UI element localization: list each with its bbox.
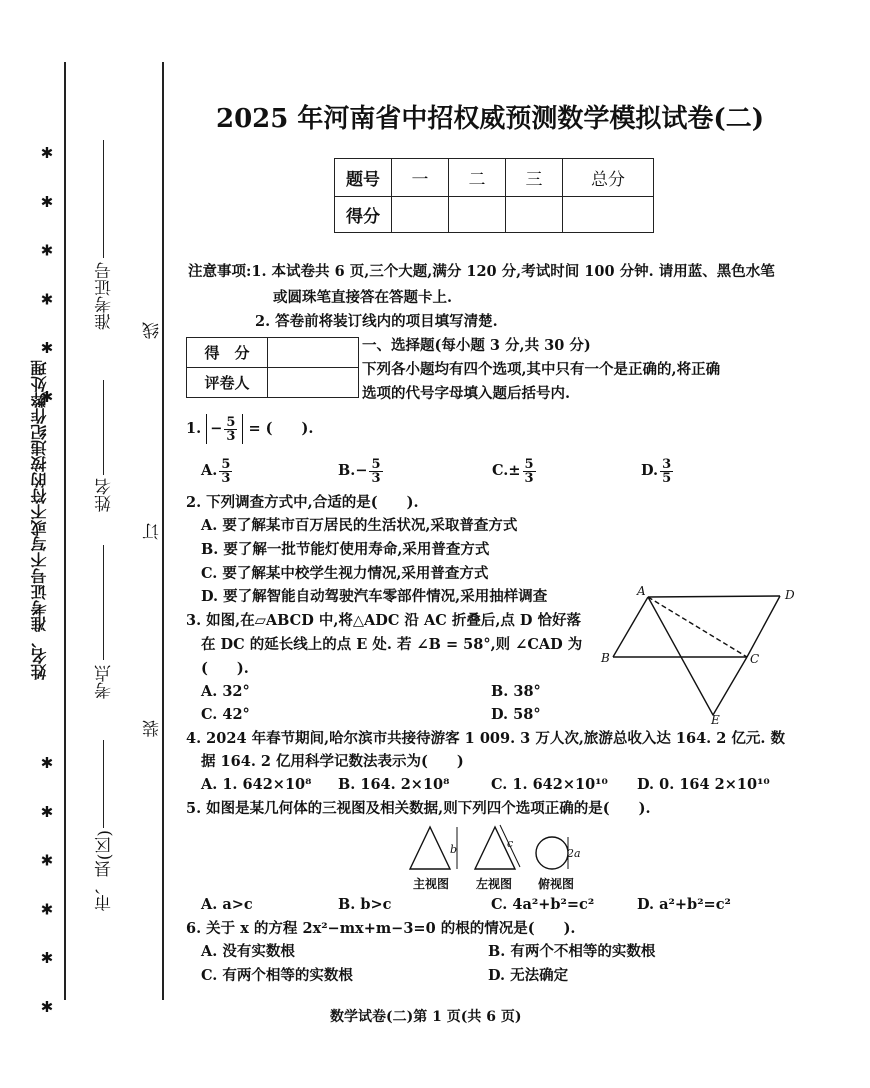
q2-option-c[interactable]: C. 要了解某中校学生视力情况,采用普查方式	[201, 565, 489, 582]
q3-option-c[interactable]: C. 42°	[201, 706, 250, 723]
score-header-cell: 题号	[335, 159, 392, 197]
notice-line-2: 或圆珠笔直接答在答题卡上.	[273, 289, 453, 306]
score-table	[334, 158, 654, 233]
fig-label-e: E	[711, 713, 720, 727]
section1-heading: 一、选择题(每小题 3 分,共 30 分)	[362, 337, 591, 354]
abs-bar: − $\frac{5}{3}$	[206, 414, 243, 444]
grader-name-cell[interactable]	[268, 368, 359, 398]
score-header-cell: 二	[449, 159, 506, 197]
margin-name-label: 姓名	[95, 478, 115, 512]
margin-site-label: 考点	[95, 665, 115, 699]
margin-line-left	[64, 62, 66, 1000]
q5-option-b[interactable]: B. b>c	[338, 896, 392, 913]
score-cell[interactable]	[563, 197, 654, 233]
score-cell[interactable]	[449, 197, 506, 233]
q1-option-c[interactable]: C.± $\frac{5}{3}$	[492, 456, 534, 486]
q4-option-b[interactable]: B. 164. 2×10⁸	[338, 776, 450, 793]
name-blank[interactable]	[103, 380, 104, 475]
q6-option-d[interactable]: D. 无法确定	[488, 967, 569, 984]
q6-option-a[interactable]: A. 没有实数根	[201, 943, 295, 960]
score-header-cell: 一	[392, 159, 449, 197]
county-blank[interactable]	[103, 740, 104, 828]
score-row-label: 得分	[335, 197, 392, 233]
page-title: 2025 年河南省中招权威预测数学模拟试卷(二)	[215, 104, 765, 134]
q4-option-a[interactable]: A. 1. 642×10⁸	[201, 776, 312, 793]
q1-option-a[interactable]: A. $\frac{5}{3}$	[201, 456, 231, 486]
notice-line-3: 2. 答卷前将装订线内的项目填写清楚.	[255, 313, 498, 330]
exam-id-blank[interactable]	[103, 140, 104, 258]
q1-option-d[interactable]: D. $\frac{3}{5}$	[641, 456, 672, 486]
q5-option-a[interactable]: A. a>c	[201, 896, 253, 913]
q3-line-1: 3. 如图,在▱ABCD 中,将△ADC 沿 AC 折叠后,点 D 恰好落	[186, 612, 582, 629]
q5-label-b: b	[450, 843, 458, 856]
notice-line-1: 注意事项:1. 本试卷共 6 页,三个大题,满分 120 分,考试时间 100 分钟. 请用蓝、黑色水笔	[188, 263, 775, 280]
q3-option-b[interactable]: B. 38°	[491, 683, 541, 700]
section1-instr-1: 下列各小题均有四个选项,其中只有一个是正确的,将正确	[362, 361, 721, 378]
fig-label-b: B	[601, 651, 610, 665]
q5-option-c[interactable]: C. 4a²+b²=c²	[491, 896, 595, 913]
q5-label-2a: 2a	[567, 847, 581, 860]
score-header-cell: 三	[506, 159, 563, 197]
fig-label-c: C	[750, 652, 760, 666]
grader-box	[186, 337, 359, 398]
q6-option-b[interactable]: B. 有两个不相等的实数根	[488, 943, 656, 960]
margin-ding: 订	[143, 523, 163, 540]
margin-warning: 姓名、准考证号不写或不符的按违纪作弊处理	[30, 360, 49, 680]
q1-stem	[186, 414, 313, 444]
q6-stem: 6. 关于 x 的方程 2x²−mx+m−3=0 的根的情况是( ).	[186, 920, 576, 937]
score-header-cell: 总分	[563, 159, 654, 197]
score-cell[interactable]	[506, 197, 563, 233]
q1-stem-suffix: = ( ).	[248, 420, 314, 437]
q5-stem: 5. 如图是某几何体的三视图及相关数据,则下列四个选项正确的是( ).	[186, 800, 651, 817]
q1-fraction: $\frac{5}{3}$	[226, 414, 236, 444]
site-blank[interactable]	[103, 545, 104, 660]
q3-parallelogram-figure	[595, 583, 805, 728]
q2-option-a[interactable]: A. 要了解某市百万居民的生活状况,采取普查方式	[201, 517, 518, 534]
section1-instr-2: 选项的代号字母填入题后括号内.	[362, 385, 571, 402]
stars-bottom: ✱ ✱ ✱ ✱ ✱ ✱	[38, 740, 56, 1015]
stars-top: ✱ ✱ ✱ ✱ ✱ ✱	[38, 130, 56, 405]
q5-view-main: 主视图	[413, 877, 450, 891]
fig-label-a: A	[637, 584, 646, 598]
fig-label-d: D	[785, 588, 795, 602]
margin-county-label: 市、县(区)	[95, 830, 115, 912]
score-cell[interactable]	[392, 197, 449, 233]
q4-line-1: 4. 2024 年春节期间,哈尔滨市共接待游客 1 009. 3 万人次,旅游总收入达 164. 2 亿元. 数	[186, 730, 786, 747]
q5-view-left: 左视图	[476, 877, 513, 891]
q3-line-3: ( ).	[201, 660, 249, 677]
grader-name-label: 评卷人	[187, 368, 268, 398]
q6-option-c[interactable]: C. 有两个相等的实数根	[201, 967, 353, 984]
q2-stem: 2. 下列调查方式中,合适的是( ).	[186, 494, 419, 511]
margin-exam-id-label: 准考证号	[95, 262, 115, 330]
q5-three-views-figure	[400, 822, 600, 894]
q4-line-2: 据 164. 2 亿用科学记数法表示为( )	[201, 753, 464, 770]
q1-option-b[interactable]: B.− $\frac{5}{3}$	[338, 456, 381, 486]
q2-option-d[interactable]: D. 要了解智能自动驾驶汽车零部件情况,采用抽样调查	[201, 588, 548, 605]
page-footer: 数学试卷(二)第 1 页(共 6 页)	[330, 1009, 522, 1025]
q2-option-b[interactable]: B. 要了解一批节能灯使用寿命,采用普查方式	[201, 541, 490, 558]
q5-label-c: c	[507, 837, 514, 850]
q3-line-2: 在 DC 的延长线上的点 E 处. 若 ∠B = 58°,则 ∠CAD 为	[201, 636, 583, 653]
grader-score-cell[interactable]	[268, 338, 359, 368]
q5-view-top: 俯视图	[538, 877, 575, 891]
q3-option-d[interactable]: D. 58°	[491, 706, 541, 723]
q5-option-d[interactable]: D. a²+b²=c²	[637, 896, 731, 913]
q3-option-a[interactable]: A. 32°	[201, 683, 250, 700]
grader-score-label: 得 分	[187, 338, 268, 368]
q4-option-d[interactable]: D. 0. 164 2×10¹⁰	[637, 776, 770, 793]
q4-option-c[interactable]: C. 1. 642×10¹⁰	[491, 776, 608, 793]
margin-zhuang: 装	[143, 720, 163, 737]
q1-number: 1.	[186, 420, 202, 437]
margin-xian: 线	[143, 322, 163, 339]
